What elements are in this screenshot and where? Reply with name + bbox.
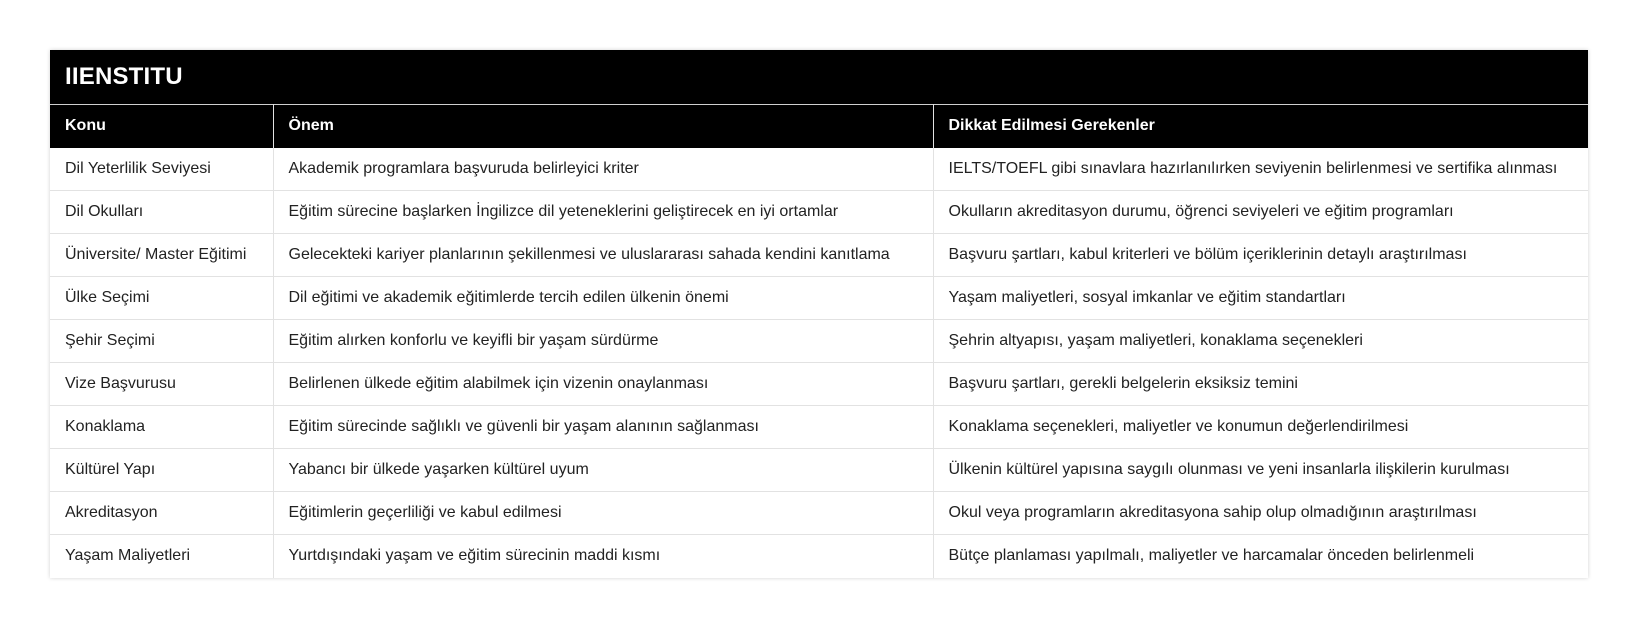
column-header-dikkat: Dikkat Edilmesi Gerekenler xyxy=(933,105,1588,148)
cell-onem: Eğitim sürecinde sağlıklı ve güvenli bir yaşam alanının sağlanması xyxy=(273,406,933,449)
cell-onem: Belirlenen ülkede eğitim alabilmek için vizenin onaylanması xyxy=(273,363,933,406)
cell-konu: Akreditasyon xyxy=(50,492,273,535)
table-row xyxy=(50,406,1588,449)
cell-onem: Eğitimlerin geçerliliği ve kabul edilmesi xyxy=(273,492,933,535)
cell-konu: Şehir Seçimi xyxy=(50,320,273,363)
cell-konu: Dil Yeterlilik Seviyesi xyxy=(50,148,273,191)
cell-dikkat: Başvuru şartları, kabul kriterleri ve bölüm içeriklerinin detaylı araştırılması xyxy=(933,234,1588,277)
cell-konu: Yaşam Maliyetleri xyxy=(50,535,273,578)
cell-konu: Konaklama xyxy=(50,406,273,449)
cell-onem: Akademik programlara başvuruda belirleyici kriter xyxy=(273,148,933,191)
table-row xyxy=(50,535,1588,578)
cell-onem: Yurtdışındaki yaşam ve eğitim sürecinin maddi kısmı xyxy=(273,535,933,578)
brand-title: IIENSTITU xyxy=(50,50,1588,104)
table-row xyxy=(50,148,1588,191)
cell-onem: Eğitim alırken konforlu ve keyifli bir yaşam sürdürme xyxy=(273,320,933,363)
cell-onem: Yabancı bir ülkede yaşarken kültürel uyum xyxy=(273,449,933,492)
cell-dikkat: Şehrin altyapısı, yaşam maliyetleri, konaklama seçenekleri xyxy=(933,320,1588,363)
table-header-row xyxy=(50,105,1588,148)
table-row xyxy=(50,277,1588,320)
table-row xyxy=(50,191,1588,234)
table-card xyxy=(50,50,1588,578)
table-row xyxy=(50,320,1588,363)
cell-dikkat: IELTS/TOEFL gibi sınavlara hazırlanılırken seviyenin belirlenmesi ve sertifika alınması xyxy=(933,148,1588,191)
cell-konu: Üniversite/ Master Eğitimi xyxy=(50,234,273,277)
cell-onem: Eğitim sürecine başlarken İngilizce dil yeteneklerini geliştirecek en iyi ortamlar xyxy=(273,191,933,234)
cell-dikkat: Başvuru şartları, gerekli belgelerin eksiksiz temini xyxy=(933,363,1588,406)
table-row xyxy=(50,449,1588,492)
table-row xyxy=(50,363,1588,406)
column-header-onem: Önem xyxy=(273,105,933,148)
cell-dikkat: Okul veya programların akreditasyona sahip olup olmadığının araştırılması xyxy=(933,492,1588,535)
info-table xyxy=(50,104,1588,578)
cell-konu: Dil Okulları xyxy=(50,191,273,234)
cell-dikkat: Bütçe planlaması yapılmalı, maliyetler ve harcamalar önceden belirlenmeli xyxy=(948,547,1475,565)
cell-dikkat: Konaklama seçenekleri, maliyetler ve konumun değerlendirilmesi xyxy=(933,406,1588,449)
cell-konu: Ülke Seçimi xyxy=(50,277,273,320)
cell-onem: Gelecekteki kariyer planlarının şekillenmesi ve uluslararası sahada kendini kanıtlama xyxy=(273,234,933,277)
cell-dikkat: Yaşam maliyetleri, sosyal imkanlar ve eğitim standartları xyxy=(933,277,1588,320)
table-row xyxy=(50,234,1588,277)
cell-onem: Dil eğitimi ve akademik eğitimlerde tercih edilen ülkenin önemi xyxy=(273,277,933,320)
cell-dikkat: Okulların akreditasyon durumu, öğrenci seviyeleri ve eğitim programları xyxy=(933,191,1588,234)
cell-dikkat: Ülkenin kültürel yapısına saygılı olunması ve yeni insanlarla ilişkilerin kurulması xyxy=(933,449,1588,492)
column-header-konu: Konu xyxy=(50,105,273,148)
cell-konu: Kültürel Yapı xyxy=(50,449,273,492)
cell-konu: Vize Başvurusu xyxy=(50,363,273,406)
table-row xyxy=(50,492,1588,535)
